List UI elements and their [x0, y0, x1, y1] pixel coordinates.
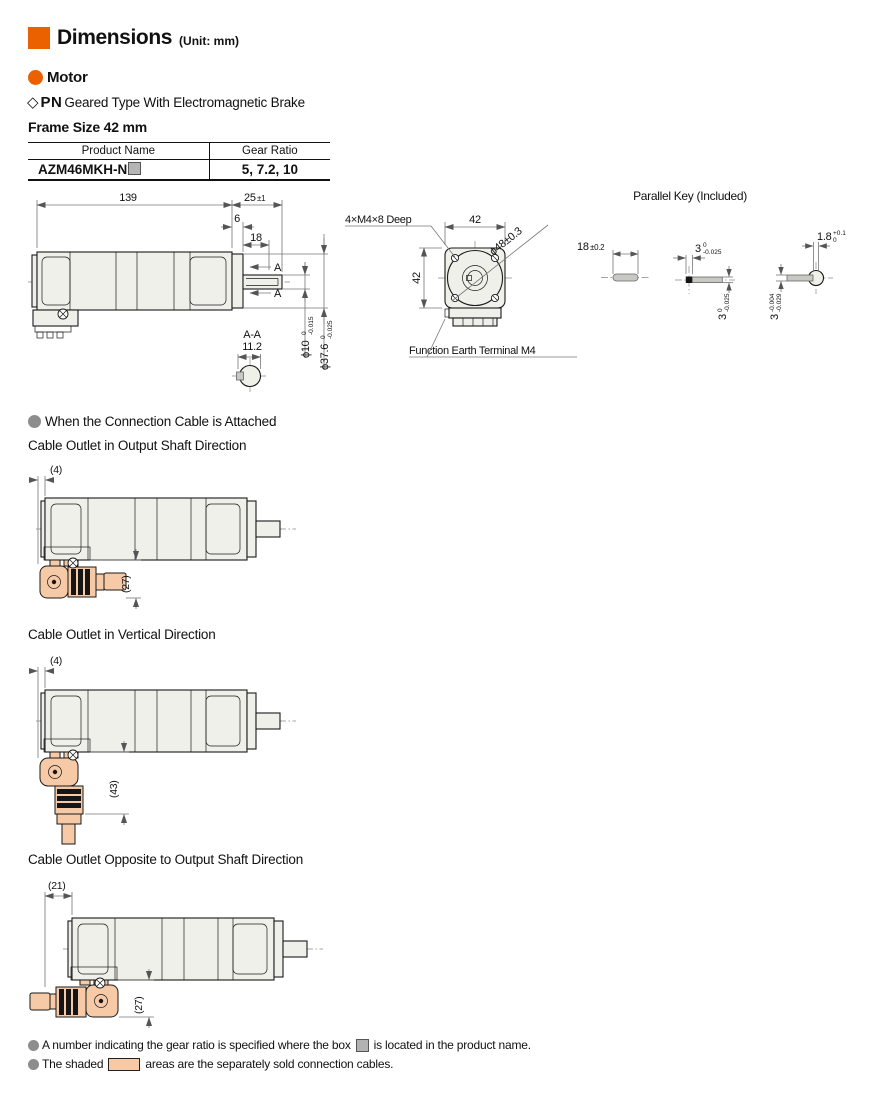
- section-a-top: A: [274, 262, 282, 274]
- type-bold: PN: [40, 94, 63, 111]
- orange-square-icon: [28, 27, 50, 49]
- dim-key-h-upper: 0: [717, 308, 724, 312]
- dim-43: [85, 741, 129, 825]
- dim-4-label: (4): [50, 655, 62, 667]
- dim-key-w-upper: 0: [703, 242, 707, 249]
- gear-ratio-box-icon: [128, 162, 141, 175]
- dim-key-h: 3: [717, 314, 729, 320]
- shaded-swatch-icon: [108, 1058, 140, 1071]
- dim-slot-d: 3: [769, 314, 781, 320]
- dim-27-label: (27): [133, 996, 145, 1014]
- gray-circle-icon: [28, 1040, 39, 1051]
- gear-ratio-cell: 5, 7.2, 10: [209, 160, 330, 181]
- note1-pre: A number indicating the gear ratio is specified where the box: [42, 1038, 351, 1052]
- parallel-key-drawing: [575, 186, 870, 341]
- parallel-key-title: Parallel Key (Included): [633, 189, 747, 203]
- cable-opposite-drawing: [28, 875, 360, 1033]
- keyway-view: [769, 230, 846, 320]
- gray-circle-icon: [28, 1059, 39, 1070]
- dim-phi37-lower: -0.025: [327, 320, 334, 339]
- motor-title: Motor: [47, 69, 88, 86]
- section-a-a: [232, 329, 268, 394]
- key-length-view: [577, 241, 650, 281]
- dim-phi10-upper: 0: [301, 331, 308, 335]
- motor-heading: [28, 69, 88, 86]
- dim-phi37-upper: 0: [320, 335, 327, 339]
- dim-25: 25: [244, 192, 256, 204]
- orange-circle-icon: [28, 70, 43, 85]
- dim-key-w: 3: [695, 243, 701, 255]
- product-name-cell: [28, 160, 209, 181]
- diamond-icon: ◇: [27, 94, 39, 111]
- dim-phi10: ϕ10: [300, 340, 312, 358]
- cable-connector: [40, 750, 83, 844]
- dim-phi10-lower: -0.015: [308, 316, 315, 335]
- cable-heading-text: When the Connection Cable is Attached: [45, 414, 277, 429]
- col-product-name: Product Name: [28, 143, 209, 160]
- frame-size: Frame Size 42 mm: [28, 119, 147, 135]
- note2-pre: The shaded: [42, 1057, 104, 1071]
- dim-key-w-lower: -0.025: [703, 249, 722, 256]
- dim-phi37: ϕ37.6: [319, 343, 331, 370]
- motor-outline: [63, 918, 323, 980]
- section-a-bottom: A: [274, 288, 282, 300]
- unit-label: (Unit: mm): [179, 34, 240, 48]
- product-table: [28, 142, 330, 181]
- cable-connector: [30, 978, 118, 1017]
- outlet-vertical-title: Cable Outlet in Vertical Direction: [28, 627, 216, 642]
- dim-11-2: 11.2: [242, 341, 262, 353]
- dim-phi48: ϕ48±0.3: [487, 225, 525, 258]
- dim-slot-w-upper: +0.1: [833, 230, 846, 237]
- note-gear-ratio: [28, 1038, 531, 1052]
- dim-slot-d-upper: -0.004: [769, 293, 776, 312]
- dim-slot-w-lower: 0: [833, 237, 837, 244]
- dim-42-left: 42: [411, 272, 423, 284]
- motor-outline: [36, 498, 296, 560]
- motor-outline: [28, 252, 290, 338]
- dim-slot-d-lower: -0.029: [776, 293, 783, 312]
- dim-slot-w: 1.8: [817, 231, 832, 243]
- type-heading: [27, 94, 305, 111]
- dim-key-18-tol: ±0.2: [590, 243, 605, 252]
- dim-key-h-lower: -0.025: [724, 293, 731, 312]
- dim-27-label: (27): [120, 575, 132, 593]
- dim-25-tol: ±1: [257, 194, 266, 203]
- table-row: [28, 160, 330, 181]
- box-placeholder-icon: [356, 1039, 369, 1052]
- front-outline: [438, 241, 512, 326]
- section-label: A-A: [243, 329, 261, 341]
- dim-key-18: 18: [577, 241, 589, 253]
- motor-outline: [36, 690, 296, 752]
- dim-43-label: (43): [108, 780, 120, 798]
- outlet-shaft-title: Cable Outlet in Output Shaft Direction: [28, 438, 247, 453]
- tap-label: 4×M4×8 Deep: [345, 214, 412, 226]
- earth-terminal-label: Function Earth Terminal M4: [409, 345, 536, 357]
- key-section-view: [673, 242, 735, 320]
- page-title: Dimensions: [57, 26, 173, 49]
- front-view-drawing: [345, 192, 590, 377]
- dim-4-label: (4): [50, 464, 62, 476]
- dim-21-label: (21): [48, 880, 66, 892]
- note1-post: is located in the product name.: [373, 1038, 531, 1052]
- dim-6: 6: [234, 213, 240, 225]
- side-view-drawing: [28, 192, 343, 400]
- product-name: AZM46MKH-N: [38, 162, 128, 177]
- note2-post: areas are the separately sold connection cables.: [145, 1057, 394, 1071]
- note-shaded-areas: [28, 1057, 393, 1071]
- dim-18: 18: [250, 232, 262, 244]
- cable-shaft-drawing: [28, 460, 350, 618]
- col-gear-ratio: Gear Ratio: [209, 143, 330, 160]
- gray-circle-icon: [28, 415, 41, 428]
- dim-42-top: 42: [469, 214, 481, 226]
- dim-139: 139: [119, 192, 137, 204]
- cable-vertical-drawing: [28, 650, 350, 848]
- cable-section-heading: [28, 414, 276, 429]
- type-rest: Geared Type With Electromagnetic Brake: [64, 95, 305, 110]
- outlet-opposite-title: Cable Outlet Opposite to Output Shaft Direction: [28, 852, 304, 867]
- cable-connector: [40, 558, 126, 598]
- page-header: [28, 26, 239, 50]
